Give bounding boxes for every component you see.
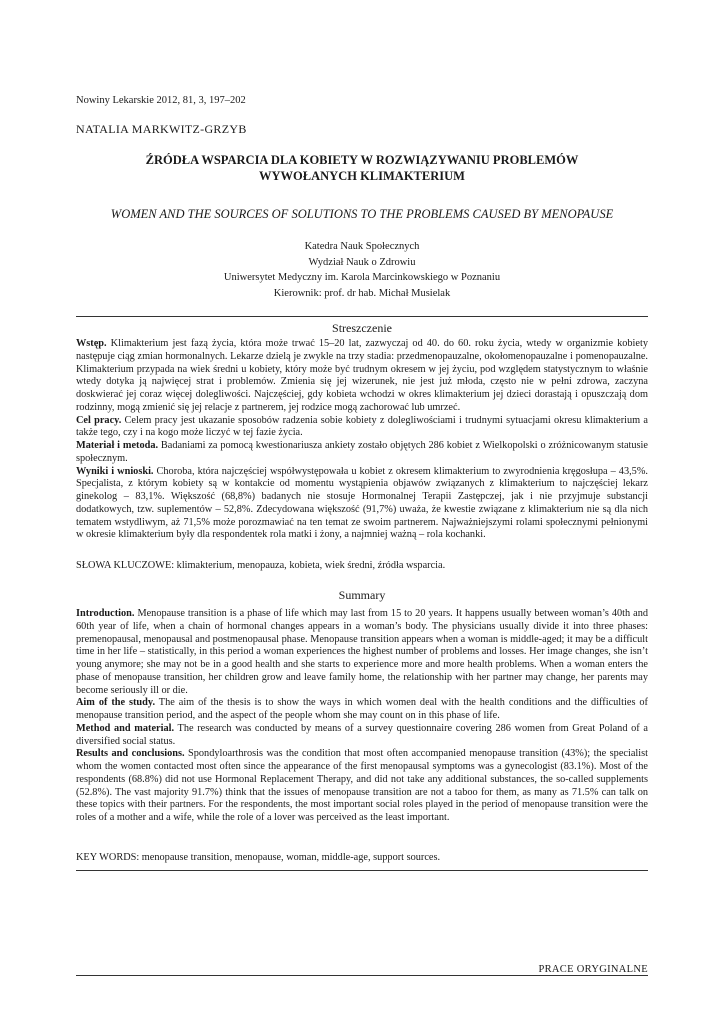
keywords-polish: SŁOWA KLUCZOWE: klimakterium, menopauza, kobieta, wiek średni, źródła wsparcia. <box>76 560 446 571</box>
affiliation <box>76 239 648 301</box>
summary-aim: Aim of the study. The aim of the thesis is to show the ways in which women deal with the health conditions and the difficulties of menopause transition period, and the aspect of the people whom she may count on in this phase of life. <box>76 697 648 721</box>
streszczenie-body <box>76 338 648 542</box>
section-label: PRACE ORYGINALNE <box>538 964 648 975</box>
streszczenie-aim: Cel pracy. Celem pracy jest ukazanie sposobów radzenia sobie kobiety z dolegliwościami i trudnymi sytuacjami okresu klimakterium a także tego, czy i na kogo może liczyć w tej fazie życia. <box>76 414 648 439</box>
journal-reference: Nowiny Lekarskie 2012, 81, 3, 197–202 <box>76 95 246 106</box>
streszczenie-method: Materiał i metoda. Badaniami za pomocą kwestionariusza ankiety zostało objętych 286 kobiet z Wielkopolski o zróżnicowanym statusie społecznym. <box>76 440 648 464</box>
title-english: WOMEN AND THE SOURCES OF SOLUTIONS TO THE PROBLEMS CAUSED BY MENOPAUSE <box>110 207 614 221</box>
summary-heading: Summary <box>338 588 386 602</box>
title-polish-line2: WYWOŁANYCH KLIMAKTERIUM <box>259 169 465 183</box>
author-name: NATALIA MARKWITZ-GRZYB <box>76 122 247 136</box>
title-polish <box>76 152 648 184</box>
summary-intro: Introduction. Menopause transition is a phase of life which may last from 15 to 20 years. It happens usually between woman’s 40th and 60th year of life, when a chain of hormonal changes appears in a woman’s body. The physicians usually divide it into three phases: premenopausal, menopausal and postmenopausal phase. Menopause transition appears when a woman is middle-aged; it may be a difficult time in her life – statistically, in this period a woman experiences the highest number of problems and losses. Her image changes, she isn’t young anymore; she may not be in a good health and she starts to experience more and more health problems. When a woman enters the phase of menopause transition, her children grow and leave family home, the relationship with her partner may change, her parents may become seriously ill or die. <box>76 608 648 696</box>
streszczenie-results: Wyniki i wnioski. Choroba, która najczęściej współwystępowała u kobiet z okresem klimakterium to zwyrodnienia kręgosłupa – 43,5%. Specjalista, z którym kobiety są w kontakcie od momentu wystąpienia objawów związanych z klimakterium to najczęściej lekarz ginekolog – 83,1%. Większość (68,8%) badanych nie stosuje Hormonalnej Terapii Zastępczej, jak i nie przyjmuje substancji dodatkowych, tzw. suplementów – 52,8%. Zdecydowana większość (91,7%) uważa, że kwestie związane z klimakterium nie są dla nich tematem wstydliwym, aż 71,5% może porozmawiać na ten temat ze swoim partnerem. Najważniejszymi rolami społecznymi pełnionymi w okresie klimakterium były dla respondentek rola matki i żony, a najmniej ważną – rola kochanki. <box>76 465 648 541</box>
summary-results: Results and conclusions. Spondyloarthrosis was the condition that most often accompanied menopause transition (43%); the specialist whom the women contacted most often since the appearance of the first menopausal symptoms was a gynecologist (83.1%). Most of the respondents (68.8%) did not use Hormonal Replacement Therapy, and did not take any additional substances, the so-called supplements (52.8%). The vast majority 91.7%) think that the issues of menopause transition are not a taboo for them, as many as 71.5% can talk on these topics with their partners. For the respondents, the most important social roles played in the period of menopause transition were the roles of a mother and a wife, while the role of a lover was perceived as the least important. <box>76 748 648 823</box>
streszczenie-heading: Streszczenie <box>332 321 392 335</box>
divider-top <box>76 316 648 317</box>
summary-method: Method and material. The research was conducted by means of a survey questionnaire covering 286 women from Great Poland of a diversified social status. <box>76 722 648 747</box>
summary-body <box>76 608 648 825</box>
affiliation-line: Kierownik: prof. dr hab. Michał Musielak <box>273 287 451 299</box>
affiliation-line: Uniwersytet Medyczny im. Karola Marcinkowskiego w Poznaniu <box>223 272 501 283</box>
keywords-english: KEY WORDS: menopause transition, menopause, woman, middle-age, support sources. <box>76 852 441 863</box>
footer-rule <box>76 975 648 976</box>
streszczenie-intro: Wstęp. Klimakterium jest fazą życia, która może trwać 15–20 lat, zazwyczaj od 40. do 60. roku życia, wtedy w organizmie kobiety następuje ciąg zmian hormonalnych. Lekarze dzielą je zwykle na trzy stadia: przedmenopauzalne, okołomenopauzalne i pomenopauzalne. Klimakterium przypada na wiek średni u kobiety, który może być trudnym okresem w jej życiu, pod względem statystycznym to właśnie wtedy dotyka ją najwięcej strat i problemów. Zmienia się jej wizerunek, nie jest już młoda, często nie w pełni zdrowa, zaczyna doskwierać jej coraz więcej dolegliwości. Najczęściej, gdy kobieta wchodzi w okres klimakterium jej dzieci dorastają i opuszczają dom rodzinny, mogą zmienić się jej relacje z partnerem, jej rodzice mogą zachorować lub umrzeć. <box>76 338 648 413</box>
title-polish-line1: ŹRÓDŁA WSPARCIA DLA KOBIETY W ROZWIĄZYWANIU PROBLEMÓW <box>145 153 579 167</box>
affiliation-line: Katedra Nauk Społecznych <box>304 241 420 252</box>
divider-bottom <box>76 870 648 871</box>
affiliation-line: Wydział Nauk o Zdrowiu <box>308 256 416 268</box>
